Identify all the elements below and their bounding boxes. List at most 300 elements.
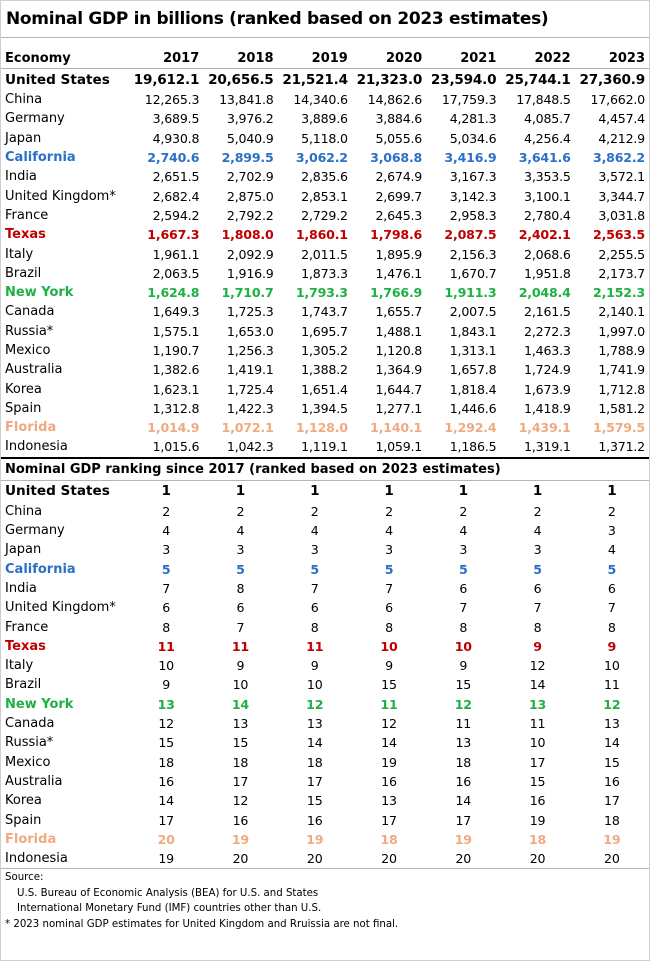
gdp-value-cell: 3,889.6: [301, 111, 348, 127]
rank-cell: 9: [385, 658, 393, 674]
rank-cell: 2: [607, 503, 616, 519]
economy-name: Texas: [5, 638, 46, 654]
rank-cell: 3: [459, 542, 468, 558]
rank-cell: 10: [232, 677, 249, 693]
table-row: [1, 791, 649, 810]
table-row: [1, 810, 649, 829]
gdp-value-cell: 5,034.6: [449, 130, 497, 146]
ranking-table-body: [1, 481, 649, 869]
rank-cell: 15: [455, 677, 472, 693]
rank-cell: 19: [603, 831, 621, 847]
gdp-value-cell: 1,388.2: [301, 362, 348, 378]
rank-cell: 18: [528, 831, 547, 847]
gdp-value-cell: 1,313.1: [449, 343, 497, 358]
gdp-value-cell: 1,843.1: [449, 323, 497, 339]
rank-cell: 3: [236, 542, 245, 558]
table-row: [1, 283, 649, 302]
gdp-value-cell: 2,594.2: [152, 207, 200, 223]
rank-cell: 8: [385, 619, 393, 635]
rank-cell: 4: [162, 523, 171, 539]
economy-name: Australia: [5, 773, 63, 789]
table-row: [1, 360, 649, 379]
rank-cell: 11: [157, 638, 175, 654]
economy-name: Indonesia: [5, 851, 68, 867]
rank-cell: 15: [381, 677, 397, 693]
rank-cell: 3: [607, 523, 616, 539]
rank-cell: 4: [607, 542, 616, 558]
rank-cell: 12: [454, 696, 472, 712]
gdp-value-cell: 2,792.2: [226, 207, 274, 223]
economy-name: France: [5, 207, 49, 223]
economy-name: Brazil: [5, 677, 42, 693]
rank-cell: 18: [158, 754, 174, 770]
header-economy: Economy: [5, 51, 71, 66]
rank-cell: 5: [533, 561, 542, 577]
gdp-value-cell: 1,860.1: [295, 227, 348, 243]
gdp-value-cell: 4,256.4: [524, 130, 571, 146]
table-row: [1, 637, 649, 656]
gdp-value-cell: 1,439.1: [518, 420, 571, 436]
header-year: 2020: [385, 51, 423, 66]
table-row: [1, 418, 649, 437]
gdp-value-cell: 1,042.3: [226, 439, 274, 455]
table-row: [1, 714, 649, 733]
rank-cell: 9: [236, 658, 245, 674]
table-row: [1, 675, 649, 694]
table-row: [1, 437, 649, 456]
gdp-value-cell: 1,649.3: [152, 304, 200, 320]
gdp-value-cell: 1,657.8: [449, 362, 497, 378]
rank-cell: 11: [604, 677, 620, 693]
source-bea: U.S. Bureau of Economic Analysis (BEA) for U.S. and States: [17, 887, 319, 899]
rank-cell: 13: [157, 696, 175, 712]
rank-cell: 10: [529, 735, 546, 751]
gdp-value-cell: 2,255.5: [598, 246, 645, 262]
gdp-value-cell: 1,725.4: [226, 381, 274, 397]
table-row: [1, 302, 649, 321]
gdp-value-cell: 3,344.7: [598, 188, 645, 204]
economy-name: Texas: [5, 227, 46, 243]
gdp-value-cell: 2,161.5: [524, 304, 571, 320]
gdp-value-cell: 3,031.8: [598, 207, 645, 223]
gdp-value-cell: 2,173.7: [598, 265, 645, 281]
rank-cell: 5: [236, 561, 245, 577]
rank-cell: 20: [529, 851, 546, 867]
rank-cell: 14: [158, 793, 174, 809]
gdp-value-cell: 2,140.1: [598, 304, 645, 320]
rank-cell: 15: [158, 735, 174, 751]
table-row: [1, 322, 649, 341]
rank-cell: 14: [455, 793, 472, 809]
gdp-value-cell: 1,140.1: [370, 420, 423, 436]
gdp-value-cell: 1,059.1: [375, 439, 423, 455]
gdp-value-cell: 17,662.0: [590, 92, 645, 108]
header-year: 2021: [460, 51, 497, 66]
economy-name: India: [5, 580, 37, 596]
gdp-value-cell: 3,976.2: [226, 111, 274, 127]
rank-cell: 5: [161, 561, 171, 577]
page-title: Nominal GDP in billions (ranked based on 2023 estimates): [6, 9, 549, 29]
rank-cell: 15: [529, 773, 546, 789]
gdp-value-cell: 1,186.5: [449, 439, 497, 455]
table-row: [1, 244, 649, 263]
rank-cell: 14: [604, 735, 620, 751]
economy-name: India: [5, 169, 37, 185]
rank-cell: 4: [459, 523, 468, 539]
rank-cell: 11: [529, 716, 546, 732]
gdp-value-cell: 4,085.7: [524, 111, 571, 127]
gdp-value-cell: 27,360.9: [579, 71, 645, 88]
gdp-value-cell: 1,951.8: [524, 265, 571, 281]
rank-cell: 17: [381, 812, 397, 828]
gdp-value-cell: 4,212.9: [598, 130, 645, 146]
table-row: [1, 379, 649, 398]
rank-cell: 3: [533, 542, 542, 558]
rank-cell: 12: [158, 716, 174, 732]
gdp-value-cell: 2,011.5: [301, 246, 348, 262]
gdp-value-cell: 1,808.0: [221, 227, 274, 243]
gdp-value-cell: 1,371.2: [598, 439, 645, 455]
header-year: 2017: [163, 51, 200, 66]
rank-cell: 18: [306, 754, 323, 770]
table-row: [1, 617, 649, 636]
rank-cell: 2: [162, 503, 171, 519]
rank-cell: 7: [162, 580, 171, 596]
gdp-value-cell: 2,563.5: [593, 227, 645, 243]
gdp-value-cell: 1,997.0: [598, 323, 645, 339]
table-row: [1, 206, 649, 225]
rank-cell: 3: [310, 542, 319, 558]
economy-name: Germany: [5, 111, 65, 127]
table-row: [1, 148, 649, 167]
rank-cell: 10: [454, 638, 472, 654]
rank-cell: 6: [607, 580, 616, 596]
source-imf: International Monetary Fund (IMF) countries other than U.S.: [17, 903, 322, 915]
gdp-value-cell: 2,875.0: [226, 188, 274, 204]
rank-cell: 18: [380, 831, 398, 847]
gdp-value-cell: 1,422.3: [226, 400, 274, 416]
gdp-value-cell: 1,419.1: [226, 362, 274, 378]
table-row: [1, 225, 649, 244]
rank-cell: 17: [158, 812, 174, 828]
gdp-value-cell: 2,853.1: [301, 188, 348, 204]
rank-cell: 8: [236, 580, 245, 596]
gdp-value-cell: 14,862.6: [367, 92, 423, 108]
rank-cell: 18: [455, 754, 472, 770]
table-row: [1, 733, 649, 752]
gdp-value-cell: 2,729.2: [301, 207, 348, 223]
gdp-value-cell: 23,594.0: [430, 71, 497, 88]
rank-cell: 10: [158, 658, 174, 674]
gdp-value-cell: 2,699.7: [375, 188, 423, 204]
gdp-value-cell: 1,670.7: [449, 265, 497, 281]
gdp-value-cell: 1,743.7: [301, 304, 348, 320]
gdp-value-cell: 1,624.8: [147, 285, 200, 301]
rank-cell: 9: [607, 638, 617, 654]
rank-cell: 13: [455, 735, 472, 751]
economy-name: Spain: [5, 400, 42, 416]
rank-cell: 19: [158, 851, 174, 867]
economy-name: Korea: [5, 793, 42, 809]
rank-cell: 16: [381, 773, 397, 789]
economy-name: China: [5, 92, 43, 108]
table-row: [1, 695, 649, 714]
rank-cell: 13: [381, 793, 397, 809]
economy-name: New York: [5, 696, 74, 712]
rank-cell: 6: [533, 580, 542, 596]
gdp-value-cell: 3,068.8: [370, 150, 423, 166]
gdp-value-cell: 1,873.3: [301, 265, 348, 281]
gdp-value-cell: 1,120.8: [375, 343, 423, 358]
rank-cell: 15: [306, 793, 323, 809]
gdp-value-cell: 1,579.5: [593, 420, 645, 436]
gdp-value-cell: 1,072.1: [221, 420, 274, 436]
gdp-value-cell: 1,895.9: [375, 246, 423, 262]
gdp-value-cell: 3,142.3: [449, 188, 497, 204]
gdp-value-cell: 17,759.3: [441, 92, 497, 108]
gdp-value-cell: 5,118.0: [301, 130, 348, 146]
gdp-value-cell: 1,798.6: [370, 227, 423, 243]
economy-name: Italy: [5, 658, 34, 674]
gdp-value-cell: 2,645.3: [375, 207, 423, 223]
gdp-value-cell: 25,744.1: [505, 71, 571, 88]
gdp-value-cell: 1,256.3: [226, 343, 274, 358]
rank-cell: 11: [231, 638, 249, 654]
economy-name: Mexico: [5, 343, 51, 358]
rank-cell: 8: [533, 619, 542, 635]
rank-cell: 18: [232, 754, 249, 770]
gdp-value-cell: 1,673.9: [524, 381, 571, 397]
rank-cell: 12: [306, 696, 324, 712]
gdp-value-cell: 1,710.7: [221, 285, 274, 301]
rank-cell: 19: [454, 831, 472, 847]
economy-name: Florida: [5, 420, 57, 436]
rank-cell: 5: [310, 561, 319, 577]
header-year: 2022: [534, 51, 571, 66]
gdp-value-cell: 1,724.9: [524, 362, 571, 378]
gdp-value-cell: 1,793.3: [295, 285, 348, 301]
gdp-value-cell: 2,152.3: [593, 285, 645, 301]
gdp-value-cell: 1,319.1: [524, 439, 571, 455]
rank-cell: 11: [380, 696, 398, 712]
gdp-value-cell: 14,340.6: [293, 92, 348, 108]
rank-cell: 2: [236, 503, 245, 519]
rank-cell: 11: [306, 638, 324, 654]
gdp-value-cell: 3,862.2: [593, 150, 645, 166]
economy-name: France: [5, 619, 49, 635]
gdp-value-cell: 1,653.0: [226, 323, 274, 339]
rank-cell: 13: [232, 716, 249, 732]
table-row: [1, 830, 649, 849]
gdp-value-cell: 2,899.5: [221, 150, 274, 166]
table-row: [1, 540, 649, 559]
rank-cell: 20: [455, 851, 472, 867]
table-row: [1, 109, 649, 128]
table-row: [1, 772, 649, 791]
table-row: [1, 521, 649, 540]
gdp-value-cell: 13,841.8: [219, 92, 274, 108]
rank-cell: 10: [306, 677, 323, 693]
gdp-table-body: [1, 69, 649, 457]
rank-cell: 6: [459, 580, 468, 596]
rank-cell: 19: [306, 831, 324, 847]
rank-cell: 1: [384, 483, 394, 500]
gdp-value-cell: 1,305.2: [301, 343, 348, 358]
rank-cell: 13: [604, 716, 620, 732]
table-row: [1, 129, 649, 148]
table-row: [1, 502, 649, 521]
gdp-value-cell: 5,040.9: [226, 130, 274, 146]
gdp-value-cell: 2,092.9: [226, 246, 274, 262]
gdp-value-cell: 2,835.6: [301, 169, 348, 185]
table-row: [1, 656, 649, 675]
rank-cell: 12: [232, 793, 249, 809]
table-row: [1, 560, 649, 579]
rank-cell: 10: [604, 658, 620, 674]
gdp-value-cell: 3,689.5: [152, 111, 200, 127]
table-row: [1, 481, 649, 502]
gdp-value-cell: 2,674.9: [375, 169, 423, 185]
rank-cell: 10: [380, 638, 398, 654]
rank-cell: 13: [306, 716, 323, 732]
economy-name: Italy: [5, 246, 34, 262]
rank-cell: 17: [306, 773, 323, 789]
rank-cell: 5: [458, 561, 468, 577]
rank-cell: 18: [604, 812, 620, 828]
table-row: [1, 399, 649, 418]
gdp-value-cell: 2,087.5: [444, 227, 497, 243]
economy-name: New York: [5, 285, 74, 301]
footer: [1, 868, 649, 932]
gdp-value-cell: 1,818.4: [449, 381, 497, 397]
rank-cell: 20: [381, 851, 397, 867]
economy-name: Japan: [5, 542, 42, 558]
rank-cell: 12: [603, 696, 621, 712]
gdp-value-cell: 4,281.3: [449, 111, 497, 127]
gdp-value-cell: 3,100.1: [524, 188, 571, 204]
table-row: [1, 579, 649, 598]
table-row: [1, 264, 649, 283]
gdp-value-cell: 1,916.9: [226, 265, 274, 281]
rank-cell: 6: [162, 600, 171, 616]
header-year: 2023: [608, 51, 645, 66]
rank-cell: 3: [385, 542, 393, 558]
rank-cell: 20: [306, 851, 323, 867]
header-year: 2018: [237, 51, 274, 66]
gdp-value-cell: 2,007.5: [449, 304, 497, 320]
rank-cell: 19: [381, 754, 397, 770]
economy-name: Russia*: [5, 735, 54, 751]
gdp-value-cell: 1,015.6: [152, 439, 200, 455]
rank-cell: 2: [310, 503, 319, 519]
economy-name: Florida: [5, 831, 57, 847]
rank-cell: 7: [607, 600, 616, 616]
rank-cell: 1: [235, 483, 246, 500]
rank-cell: 1: [310, 483, 320, 500]
rank-cell: 16: [604, 773, 620, 789]
rank-cell: 14: [529, 677, 546, 693]
rank-cell: 17: [604, 793, 620, 809]
gdp-value-cell: 2,958.3: [449, 207, 497, 223]
rank-cell: 12: [381, 716, 397, 732]
rank-cell: 16: [158, 773, 174, 789]
rank-cell: 9: [162, 677, 171, 693]
rank-cell: 16: [455, 773, 472, 789]
gdp-value-cell: 21,323.0: [356, 71, 423, 88]
title-bar: [1, 1, 649, 38]
economy-name: California: [5, 561, 76, 577]
gdp-value-cell: 1,463.3: [524, 343, 571, 358]
rank-cell: 8: [607, 619, 616, 635]
table-row: [1, 186, 649, 205]
rank-cell: 16: [306, 812, 323, 828]
rank-cell: 5: [607, 561, 617, 577]
rank-cell: 1: [161, 483, 171, 500]
rank-cell: 20: [604, 851, 620, 867]
rank-cell: 4: [236, 523, 245, 539]
ranking-table: [1, 481, 649, 869]
rank-cell: 2: [459, 503, 468, 519]
gdp-value-cell: 3,167.3: [449, 169, 497, 185]
gdp-value-cell: 3,884.6: [375, 111, 423, 127]
rank-cell: 14: [231, 696, 249, 712]
gdp-value-cell: 1,394.5: [301, 400, 348, 416]
rank-cell: 17: [455, 812, 472, 828]
rank-cell: 1: [458, 483, 468, 500]
gdp-value-cell: 21,521.4: [282, 71, 348, 88]
economy-name: Canada: [5, 716, 55, 732]
gdp-value-cell: 2,682.4: [152, 188, 200, 204]
gdp-table-header: [1, 38, 649, 69]
gdp-value-cell: 1,741.9: [598, 362, 645, 378]
economy-name: United Kingdom*: [5, 600, 116, 616]
gdp-value-cell: 4,457.4: [598, 111, 645, 127]
gdp-value-cell: 1,277.1: [375, 400, 423, 416]
gdp-value-cell: 2,048.4: [518, 285, 571, 301]
header-year: 2019: [311, 51, 348, 66]
rank-cell: 9: [533, 638, 542, 654]
rank-cell: 2: [385, 503, 393, 519]
rank-cell: 8: [459, 619, 468, 635]
rank-cell: 4: [533, 523, 542, 539]
gdp-value-cell: 1,292.4: [444, 420, 497, 436]
table-row: [1, 167, 649, 186]
rank-cell: 8: [162, 619, 171, 635]
economy-name: United Kingdom*: [5, 188, 116, 204]
gdp-value-cell: 2,272.3: [524, 323, 571, 339]
rank-cell: 12: [529, 658, 546, 674]
rank-cell: 6: [385, 600, 393, 616]
gdp-value-cell: 19,612.1: [133, 71, 200, 88]
economy-name: Canada: [5, 304, 55, 320]
gdp-value-cell: 1,644.7: [375, 381, 423, 397]
rank-cell: 6: [236, 600, 245, 616]
footnote: * 2023 nominal GDP estimates for United Kingdom and Rruissia are not final.: [5, 918, 399, 930]
rank-cell: 14: [306, 735, 323, 751]
gdp-value-cell: 12,265.3: [144, 92, 200, 108]
gdp-value-cell: 3,416.9: [444, 150, 497, 166]
table-row: [1, 598, 649, 617]
gdp-value-cell: 1,476.1: [375, 265, 423, 281]
rank-cell: 7: [310, 580, 319, 596]
gdp-value-cell: 1,581.2: [598, 400, 645, 416]
rank-cell: 6: [310, 600, 319, 616]
rank-cell: 8: [310, 619, 319, 635]
gdp-value-cell: 1,418.9: [524, 400, 571, 416]
rank-cell: 14: [381, 735, 397, 751]
gdp-value-cell: 2,740.6: [147, 150, 200, 166]
rank-cell: 7: [459, 600, 468, 616]
